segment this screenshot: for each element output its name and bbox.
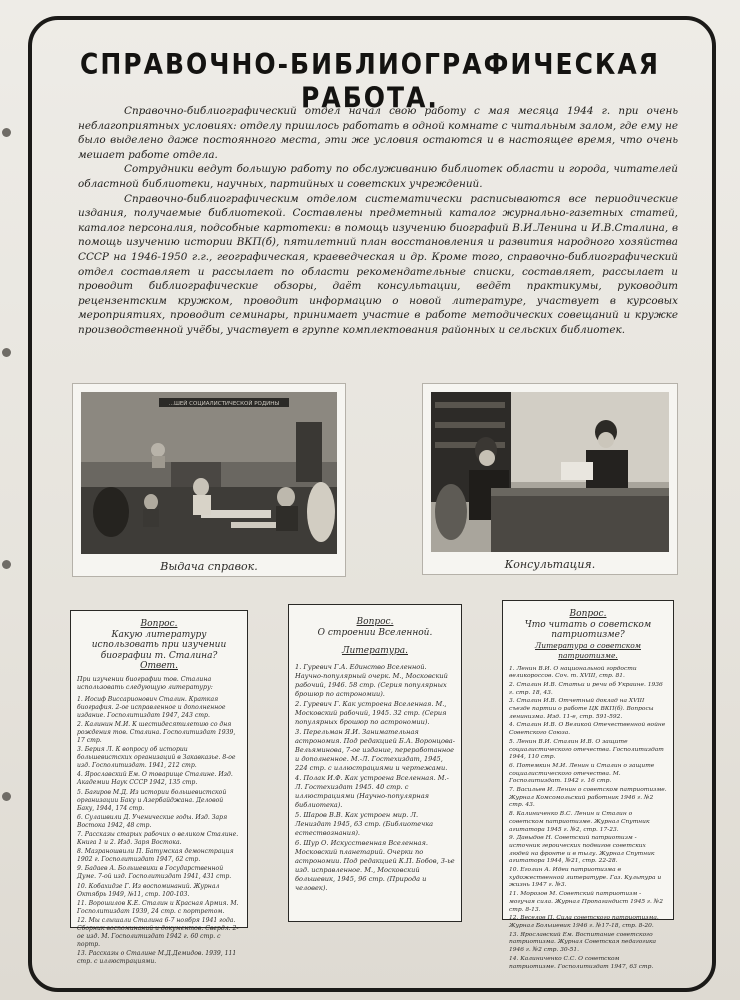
page-title: СПРАВОЧНО-БИБЛИОГРАФИЧЕСКАЯ РАБОТА. [80,47,660,115]
bibliography-item: 8. Калиниченко В.С. Ленин и Сталин о советском патриотизме. Журнал Спутник агитатора 1945 г. №2, стр. 17-23. [509,811,650,833]
bibliography-item: 1. Ленин В.И. О национальной гордости великороссов. Соч. т. XVIII, стр. 81. [509,665,637,680]
binder-hole [2,792,11,801]
answer-note: При изучении биографии тов. Сталина использовать следующую литературу: [77,675,213,691]
bibliography-list [71,696,247,967]
bibliography-item: 5. Багиров М.Д. Из истории большевистской организации Баку и Азербайджана. Деловой Баку, 1944, 174 стр. [77,788,227,812]
bibliography-item: 10. Кобахидзе Г. Из воспоминаний. Журнал Октябрь 1949, №11, стр. 100-103. [77,882,220,898]
bibliography-item: 1. Иосиф Виссарионович Сталин. Краткая биография. 2-ое исправленное и дополненное издание. Госполитиздат 1947, 243 стр. [77,695,226,719]
bibliography-item: 6. Сулашвили Д. Ученические годы. Изд. Заря Востока 1942, 48 стр. [77,813,228,829]
question-card-patriotism [502,600,674,970]
question-card-stalin-biography [70,610,248,966]
intro-paragraph: Сотрудники ведут большую работу по обслуживанию библиотек области и города, читателей областной библиотеки, научных, партийных и советских учреждений. [78,163,678,190]
binder-hole [2,348,11,357]
photo-reference-desk [72,383,346,577]
bibliography-item: 4. Ярославский Ем. О товарище Сталине. Изд. Академии Наук СССР 1942, 135 стр. [77,771,233,787]
answer-label: Литература. [341,646,409,656]
intro-paragraph: Справочно-библиографический отдел начал свою работу с мая месяца 1944 г. при очень неблагоприятных условиях: отделу пришлось работать в одной комнате с читальным залом, где ему не было выделено даже постоянного места, эти же условия остаются и в настоящее время, что очень мешает работе отдела. [78,105,678,161]
question-text: Какую литературу использовать при изучении биографии т. Сталина? [91,629,227,661]
bibliography-item: 9. Давыдов Н. Советский патриотизм - источник героических подвигов советских людей на фронте и в тылу. Журнал Спутник агитатора 1944, №21, стр. 22-28. [509,835,655,865]
bibliography-item: 12. Мы слышали Сталина 6-7 ноября 1941 года. Сборник воспоминаний и документов. Свердл. 2-ое изд. М. Госполитиздат 1942 г. 60 стр. с портр. [77,916,239,949]
bibliography-item: 14. Калиниченко С.С. О советском патриотизме. Госполитиздат 1947, 63 стр. [509,955,654,970]
bibliography-list [289,663,461,893]
bibliography-item: 13. Ярославский Ем. Воспитание советского патриотизма. Журнал Советская педагогика 1946 г. №2 стр. 30-51. [509,931,657,954]
reading-room-photo [81,392,337,554]
question-label: Вопрос. [569,609,607,619]
bibliography-item: 8. Мазраношвили П. Батумская демонстрация 1902 г. Госполитиздат 1947, 62 стр. [77,848,234,864]
answer-label: Ответ. [140,661,178,671]
bibliography-item: 2. Гуревич Г. Как устроена Вселенная. М., Московский рабочий, 1945. 32 стр. (Серия популярных брошюр по астрономии). [295,699,447,726]
photo-consultation [422,383,678,575]
bibliography-item: 3. Перельман Я.И. Занимательная астрономия. Под редакцией Б.А. Воронцова-Вельяминова, 7-ое издание, переработанное и дополненное. М.-Л. Гостехиздат, 1945, 224 стр. с иллюстрациями и чертежами. [295,727,455,772]
bibliography-item: 12. Веселов П. Сила советского патриотизма. Журнал Большевик 1946 г. №17-18, стр. 8-20. [509,915,659,929]
bibliography-item: 2. Сталин И.В. Статьи и речи об Украине. 1936 г. стр. 18, 43. [509,681,663,696]
intro-text [78,104,678,338]
bibliography-item: 1. Гуревич Г.А. Единство Вселенной. Научно-популярный очерк. М., Московский рабочий, 1946. 58 стр. (Серия популярных брошюр по астрономии). [295,662,448,698]
bibliography-item: 13. Рассказы о Сталине М.Д.Демидов. 1939, 111 стр. с иллюстрациями. [77,950,237,966]
bibliography-item: 9. Бадаев А. Большевики в Государственной Думе. 7-ой изд. Госполитиздат 1941, 431 стр. [77,865,232,881]
intro-paragraph: Справочно-библиографическим отделом систематически расписываются все периодические издания, получаемые библиотекой. Составлены предметный каталог журнально-газетных статей, каталог персоналия, подсобные картотеки: в помощь изучению биографий В.И.Ленина и И.В.Сталина, в помощь изучению истории ВКП(б), пятилетний план восстановления и развития народного хозяйства СССР на 1946-1950 г.г., географическая, краеведческая и др. Кроме того, справочно-библиографический отдел составляет и рассылает по области рекомендательные списки, составляет, рассылает и проводит библиографические обзоры, даёт консультации, ведёт практикумы, руководит рецензентским кружком, проводит информацию о новой литературе, участвует в курсовых мероприятиях, проводит семинары, принимает участие в работе методических совещаний и кружке производственной учёбы, участвует в группе комплектования районных и сельских библиотек. [78,192,678,336]
bibliography-item: 6. Потемкин М.И. Ленин и Сталин о защите социалистического отечества. М. Госполитиздат. 1942 г. 16 стр. [509,762,655,785]
card-header [77,619,241,672]
photo-caption: Выдача справок. [160,560,258,573]
bibliography-list [503,666,673,972]
card-header [509,609,667,662]
question-label: Вопрос. [356,617,394,627]
binder-hole [2,560,11,569]
bibliography-item: 7. Рассказы старых рабочих о великом Сталине. Книга 1 и 2. Изд. Заря Востока. [77,831,239,847]
question-text: Что читать о советском патриотизме? [524,619,652,640]
binder-hole [2,128,11,137]
bibliography-item: 11. Ворошилов К.Е. Сталин и Красная Армия. М. Госполитиздат 1939, 24 стр. с портретом. [77,899,239,915]
photo-caption: Консультация. [504,558,596,571]
consultation-photo [431,392,669,552]
answer-label: Литература о советском патриотизме. [535,640,641,660]
photo-banner: ...ШЕЙ СОЦИАЛИСТИЧЕСКОЙ РОДИНЫ [168,401,280,407]
card-header [295,617,455,657]
bibliography-item: 3. Сталин И.В. Отчетный доклад на XVIII съезде партии о работе ЦК ВКП(б). Вопросы ленинизма. Изд. 11-е, стр. 591-592. [509,698,654,720]
bibliography-item: 7. Васильев И. Ленин о советском патриотизме. Журнал Комсомольский работник 1946 г. №2 стр. 43. [509,787,667,809]
bibliography-item: 5. Шаров В.В. Как устроен мир. Л. Лениздат 1945, 63 стр. (Библиотечка естествознания). [295,810,434,837]
bibliography-item: 4. Полак И.Ф. Как устроена Вселенная. М.-Л. Гостехиздат 1945. 40 стр. с иллюстрациями (Научно-популярная библиотека). [295,773,449,809]
question-card-universe [288,604,462,922]
question-text: О строении Вселенной. [317,627,433,638]
bibliography-item: 6. Шур О. Искусственная Вселенная. Московский планетарий. Очерки по астрономии. Под редакцией К.П. Бобов, 3-ье изд. исправленное. М., Московский большевик, 1945, 96 стр. (Природа и человек). [295,838,455,892]
question-label: Вопрос. [140,619,178,629]
bibliography-item: 5. Ленин В.И. Сталин И.В. О защите социалистического отечества. Госполитиздат 1944, 110 стр. [509,738,664,761]
bibliography-item: 10. Еголин А. Идеи патриотизма в художественной литературе. Газ. Культура и жизнь 1947 г. №3. [509,867,662,889]
bibliography-item: 3. Берия Л. К вопросу об истории большевистских организаций в Закавказье. 8-ое изд. Госполитиздат. 1941, 212 стр. [77,746,236,770]
bibliography-item: 2. Калинин М.И. К шестидесятилетию со дня рождения тов. Сталина. Госполитиздат 1939, 17 стр. [77,720,236,744]
bibliography-item: 4. Сталин И.В. О Великой Отечественной войне Советского Союза. [509,722,666,737]
bibliography-item: 11. Морозов М. Советский патриотизм - могучая сила. Журнал Пропагандист 1945 г. №2 стр. 8-13. [509,891,664,913]
